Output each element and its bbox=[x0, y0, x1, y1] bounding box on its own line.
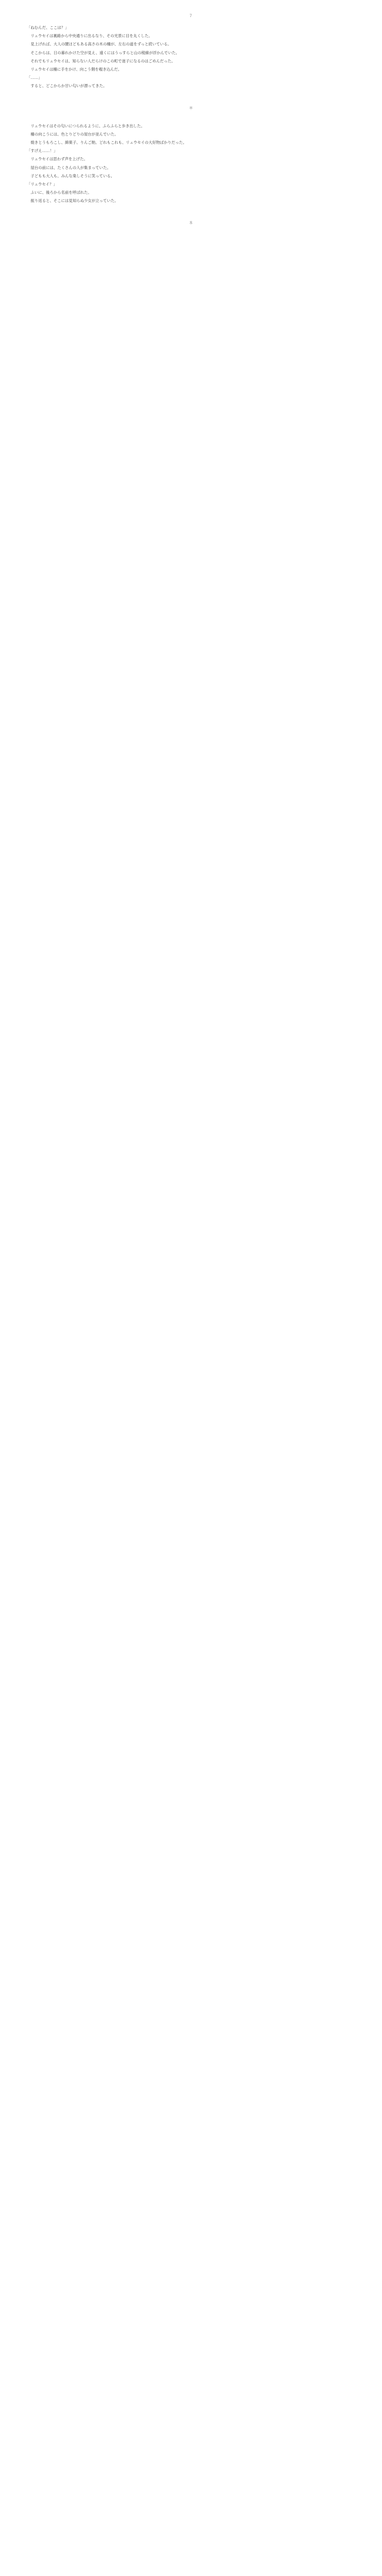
chapter-number: ７ bbox=[189, 14, 193, 18]
section-1 bbox=[27, 24, 355, 91]
paragraph: リュウセイはその匂いにつられるように、ふらふらと歩き出した。 bbox=[27, 123, 145, 128]
paragraph: そこからは、日の暮れかけた空が見え、遠くにはうっすらと山の稜線が浮かんでいた。 bbox=[27, 50, 180, 55]
section-2 bbox=[27, 122, 355, 206]
paragraph: 振り返ると、そこには見知らぬ少女が立っていた。 bbox=[27, 198, 119, 204]
paragraph: 屋台の前には、たくさんの人が集まっていた。 bbox=[27, 165, 111, 170]
paragraph: すると、どこからか甘い匂いが漂ってきた。 bbox=[27, 83, 107, 89]
paragraph: 焼きとうもろこし、綿菓子、りんご飴。どれもこれも、リュウセイの大好物ばかりだった。 bbox=[27, 140, 187, 145]
paragraph: 見上げれば、大人の腰ほどもある高さの木の柵が、左右の道をずっと続いている。 bbox=[27, 42, 172, 47]
paragraph: 柵の向こうには、色とりどりの屋台が並んでいた。 bbox=[27, 131, 119, 137]
paragraph: 「リュウセイ？」 bbox=[27, 182, 57, 187]
paragraph: それでもリュウセイは、知らない人だらけのこの町で迷子になるのはごめんだった。 bbox=[27, 58, 175, 63]
paragraph: 「……」 bbox=[27, 75, 42, 80]
paragraph: リュウセイは柵に手をかけ、向こう側を覗き込んだ。 bbox=[27, 67, 122, 72]
paragraph: ふいに、後ろから名前を呼ばれた。 bbox=[27, 190, 92, 195]
section-number: ８ bbox=[189, 220, 193, 225]
paragraph: 子どもも大人も、みんな楽しそうに笑っている。 bbox=[27, 173, 114, 178]
paragraph: リュウセイは思わず声を上げた。 bbox=[27, 157, 88, 162]
paragraph: 「すげえ……！」 bbox=[27, 148, 58, 154]
paragraph: 「ねむんだ、ここは？」 bbox=[27, 25, 69, 30]
section-divider: ＊ bbox=[189, 105, 193, 110]
paragraph: リュウセイは裏路から中央通りに出るなり、その光景に目を丸くした。 bbox=[27, 33, 153, 39]
